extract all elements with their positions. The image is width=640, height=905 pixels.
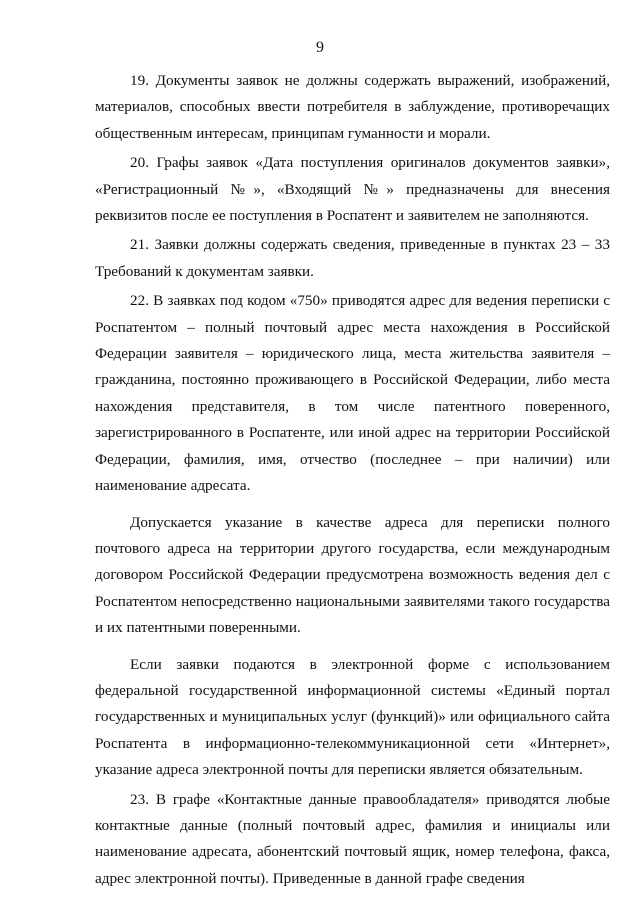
paragraph-22-electronic-filing: Если заявки подаются в электронной форме с использованием федеральной государственной информационной системы «Единый портал государственных и муниципальных услуг (функций)» или официального сайта Роспатента в информационно-телекоммуникационной сети «Интернет», указание адреса электронной почты для переписки является обязательным. (95, 655, 610, 779)
paragraph-22: 22. В заявках под кодом «750» приводятся адрес для ведения переписки с Роспатентом – полный почтовый адрес места нахождения в Российской Федерации заявителя – юридического лица, места жительства заявителя – гражданина, постоянно проживающего в Российской Федерации, либо места нахождения представителя, в том числе патентного поверенного, зарегистрированного в Роспатенте, или иной адрес на территории Российской Федерации, фамилия, имя, отчество (последнее – при наличии) или наименование адресата. (95, 292, 610, 495)
paragraph-19: 19. Документы заявок не должны содержать выражений, изображений, материалов, способных ввести потребителя в заблуждение, противоречащих общественным интересам, принципам гуманности и морали. (95, 72, 610, 142)
paragraph-21: 21. Заявки должны содержать сведения, приведенные в пунктах 23 – 33 Требований к документам заявки. (95, 236, 610, 280)
paragraph-20: 20. Графы заявок «Дата поступления оригиналов документов заявки», «Регистрационный №», «Входящий №» предназначены для внесения реквизитов после ее поступления в Роспатент и заявителем не заполняются. (95, 154, 610, 225)
page-number: 9 (316, 39, 324, 56)
document-body (95, 68, 610, 895)
paragraph-22-address-abroad: Допускается указание в качестве адреса для переписки полного почтового адреса на территории другого государства, если международным договором Российской Федерации предусмотрена возможность ведения дел с Роспатентом непосредственно национальными заявителями такого государства и их патентными поверенными. (95, 513, 610, 637)
paragraph-23: 23. В графе «Контактные данные правообладателя» приводятся любые контактные данные (полный почтовый адрес, фамилия и инициалы или наименование адресата, абонентский почтовый ящик, номер телефона, факса, адрес электронной почты). Приведенные в данной графе сведения (95, 790, 610, 887)
